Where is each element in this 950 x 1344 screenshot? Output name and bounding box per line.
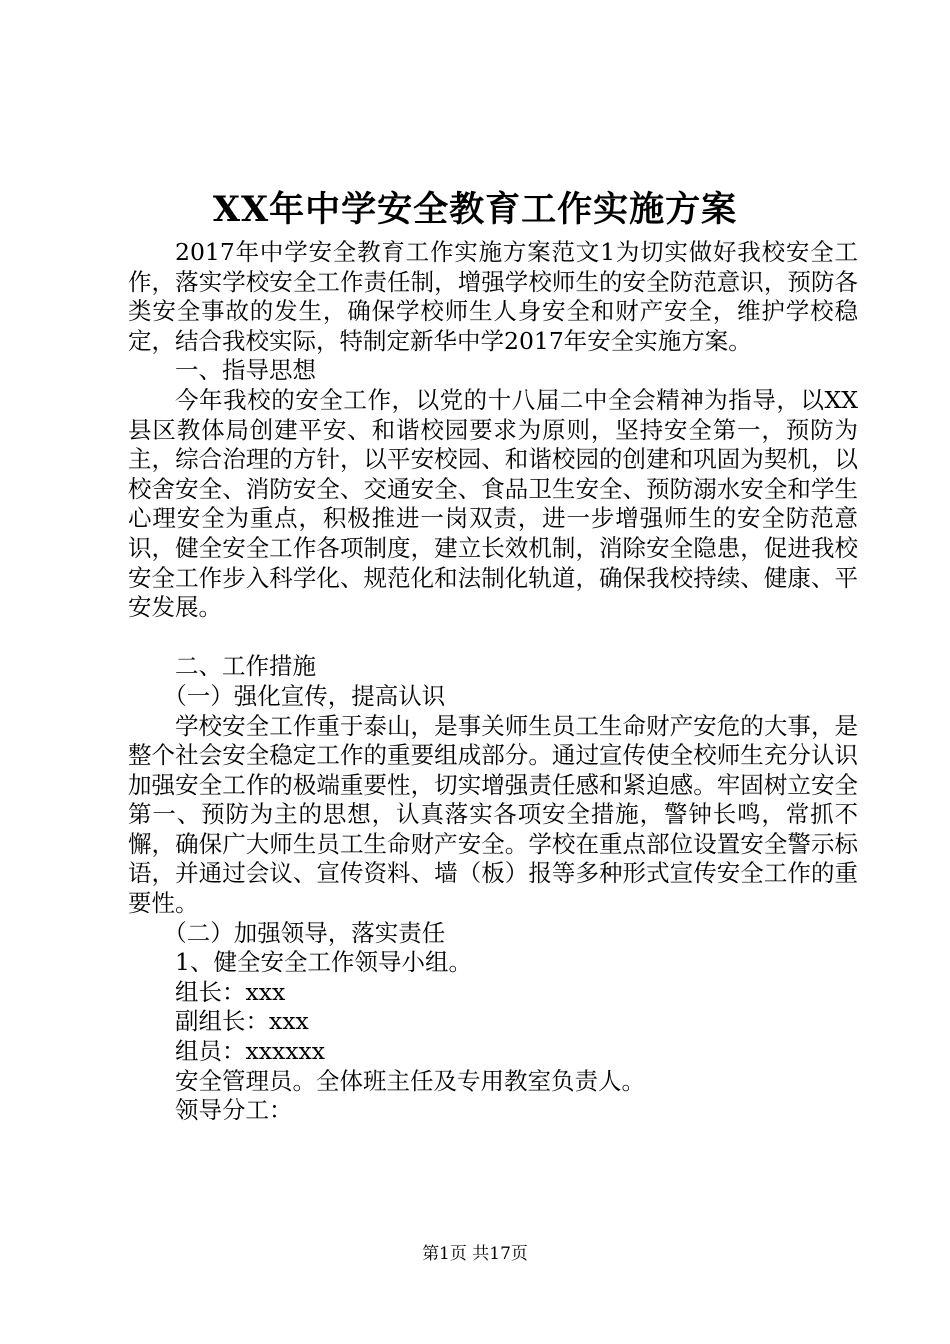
members-line: 组员：xxxxxx	[175, 1037, 326, 1066]
group-leader-line: 组长：xxx	[175, 977, 286, 1006]
intro-paragraph: 2017年中学安全教育工作实施方案范文1为切实做好我校安全工作，落实学校安全工作责任制，增强学校师生的安全防范意识，预防各类安全事故的发生，确保学校师生人身安全和财产安全，维护学校稳定，结合我校实际，特制定新华中学2017年安全实施方案。	[128, 238, 858, 355]
blank-line	[128, 623, 858, 653]
division-line: 领导分工：	[175, 1096, 293, 1125]
document-body	[128, 238, 858, 1126]
page-footer: 第1页 共17页	[422, 1244, 528, 1264]
deputy-leader-line: 副组长：xxx	[175, 1007, 309, 1036]
guiding-ideology-paragraph: 今年我校的安全工作，以党的十八届二中全会精神为指导，以XX县区教体局创建平安、和谐校园要求为原则，坚持安全第一，预防为主，综合治理的方针，以平安校园、和谐校园的创建和巩固为契机，以校舍安全、消防安全、交通安全、食品卫生安全、预防溺水安全和学生心理安全为重点，积极推进一岗双责，进一步增强师生的安全防范意识，健全安全工作各项制度，建立长效机制，消除安全隐患，促进我校安全工作步入科学化、规范化和法制化轨道，确保我校持续、健康、平安发展。	[128, 385, 858, 622]
section-heading-guiding-ideology: 一、指导思想	[175, 356, 316, 385]
safety-admin-line: 安全管理员。全体班主任及专用教室负责人。	[175, 1066, 645, 1095]
subsection-heading-publicity: （一）强化宣传，提高认识	[163, 681, 446, 710]
section-heading-work-measures: 二、工作措施	[175, 652, 316, 681]
item-leadership-group: 1、健全安全工作领导小组。	[175, 948, 472, 977]
publicity-paragraph: 学校安全工作重于泰山，是事关师生员工生命财产安危的大事，是整个社会安全稳定工作的重要组成部分。通过宣传使全校师生充分认识加强安全工作的极端重要性，切实增强责任感和紧迫感。牢固树立安全第一、预防为主的思想，认真落实各项安全措施，警钟长鸣，常抓不懈，确保广大师生员工生命财产安全。学校在重点部位设置安全警示标语，并通过会议、宣传资料、墙（板）报等多种形式宣传安全工作的重要性。	[128, 711, 858, 918]
document-title: XX年中学安全教育工作实施方案	[212, 189, 738, 230]
subsection-heading-leadership: （二）加强领导，落实责任	[163, 918, 446, 947]
